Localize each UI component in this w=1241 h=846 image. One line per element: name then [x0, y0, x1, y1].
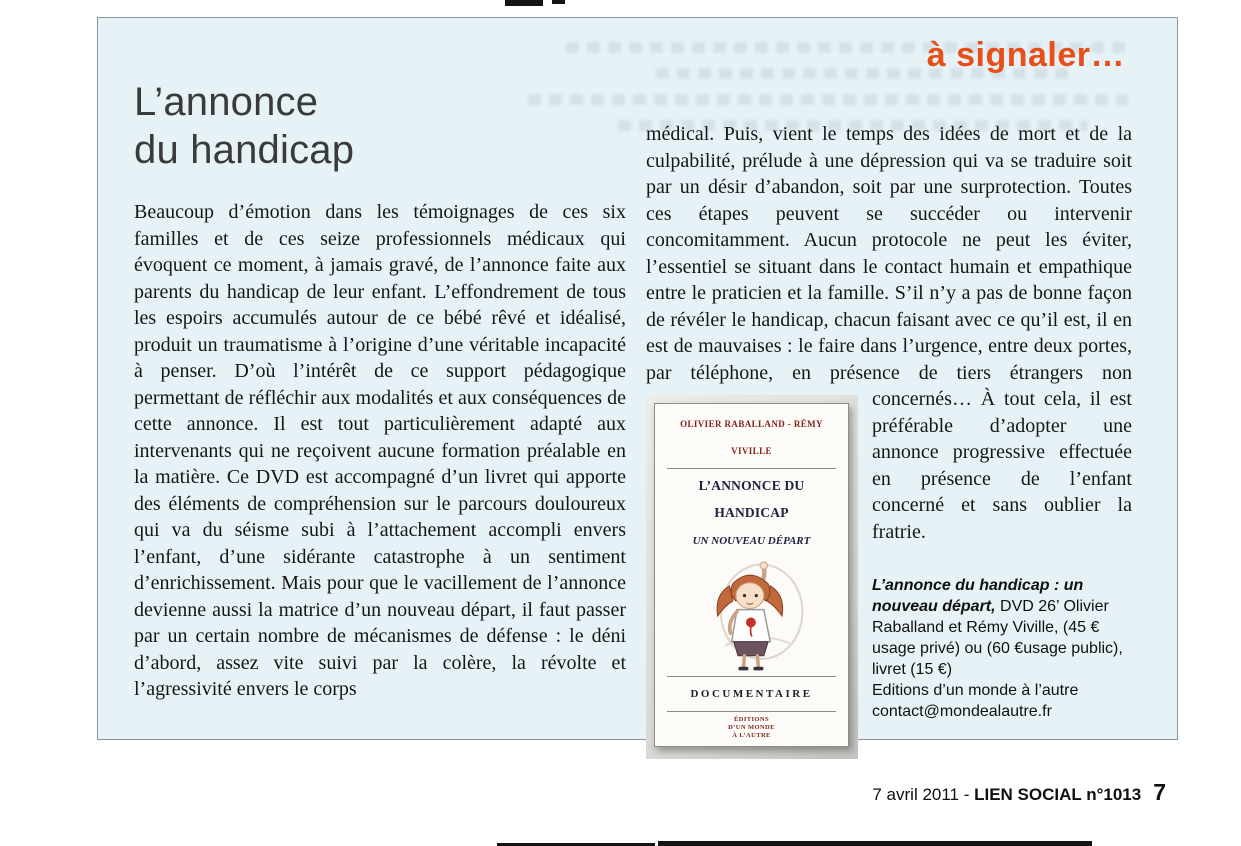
dvd-title: L’ANNONCE DU HANDICAP	[698, 478, 805, 520]
dvd-subtitle: UN NOUVEAU DÉPART	[692, 535, 811, 547]
divider	[667, 676, 836, 677]
dvd-publisher-line: D’UN MONDE	[728, 724, 775, 732]
scan-artifact	[552, 0, 565, 4]
caption-details: DVD 26’ Olivier Raballand et Rémy Viville, (45 € usage privé) ou (60 €usage public), livret (15 €)	[872, 598, 1123, 678]
divider	[667, 711, 836, 712]
scan-artifact	[658, 841, 1092, 846]
caption-email: contact@mondealautre.fr	[872, 703, 1052, 720]
manga-girl-illustration	[660, 560, 843, 672]
article-title-line2: du handicap	[134, 128, 355, 172]
magazine-page	[97, 17, 1178, 740]
dvd-publisher-line: À L’AUTRE	[732, 732, 771, 740]
footer-date: 7 avril 2011 -	[872, 785, 975, 804]
caption-publisher: Editions d’un monde à l’autre	[872, 682, 1079, 699]
article-body-left: Beaucoup d’émotion dans les témoignages de ces six familles et de ces seize professionnels médicaux qui évoquent ce moment, à jamais gravé, de l’annonce faite aux parents du handicap de leur enfant. L’effondrement de tous les espoirs accumulés autour de ce bébé rêvé et idéalisé, produit un traumatisme à l’origine d’une véritable incapacité à penser. D’où l’intérêt de ce support pédagogique permettant de réfléchir aux modalités et aux conséquences de cette annonce. Il est tout particulièrement adapté aux intervenants qui ne reçoivent aucune formation préalable en la matière. Ce DVD est accompagné d’un livret qui apporte des éléments de compréhension sur le parcours douloureux qui va du séisme subi à l’attachement accompli envers l’enfant, d’une sidérante catastrophe à un sentiment d’enrichissement. Mais pour que le vacillement de l’annonce devienne aussi la matrice d’un nouveau départ, il faut passer par un certain nombre de mécanismes de défense : le déni d’abord, assez vite suivi par la colère, la révolte et l’agressivité envers le corps	[134, 201, 626, 700]
dvd-authors: OLIVIER RABALLAND - RÉMY VIVILLE	[680, 419, 823, 456]
scan-artifact	[505, 0, 543, 6]
left-column	[134, 199, 626, 703]
article-title-line1: L’annonce	[134, 80, 319, 124]
article-title	[134, 78, 354, 174]
divider	[667, 468, 836, 469]
dvd-publisher-line: ÉDITIONS	[734, 716, 769, 723]
dvd-cover-photo	[646, 395, 858, 759]
show-through-artifact	[528, 94, 1128, 105]
footer-magazine-name: LIEN SOCIAL n°1013	[974, 785, 1142, 804]
caption-title: L’annonce du handicap : un nouveau départ,	[872, 577, 1084, 615]
article-body-right-part1: médical. Puis, vient le temps des idées de mort et de la culpabilité, prélude à une dépression qui va se traduire soit par un désir d’abandon, soit par une surprotection. Toutes ces étapes peuvent se succéder ou intervenir concomitamment. Aucun protocole ne peut les éviter, l’essentiel se situant dans le contact humain et empathique entre le praticien et la famille. S’il n’y a pas de bonne façon de révéler le handicap, chacun faisant avec ce qu’il est, il en est de mauvaises : le faire dans l’urgence, entre deux portes, par téléphone, en présence de tiers étrangers non concernés… À tout	[646, 123, 1132, 410]
dvd-publisher-logo	[660, 716, 843, 740]
right-column	[646, 121, 1132, 763]
footer-page-number: 7	[1153, 779, 1166, 805]
section-label-text: à signaler…	[926, 36, 1125, 74]
dvd-cover	[654, 403, 849, 747]
section-label	[927, 36, 1125, 75]
page-footer	[0, 779, 1166, 806]
dvd-genre: DOCUMENTAIRE	[690, 687, 813, 700]
article-body-right-part2: cela, il est préférable d’adopter une annonce progressive effectuée en présence de l’enfant concerné et sans oublier la fratrie.	[872, 388, 1132, 543]
